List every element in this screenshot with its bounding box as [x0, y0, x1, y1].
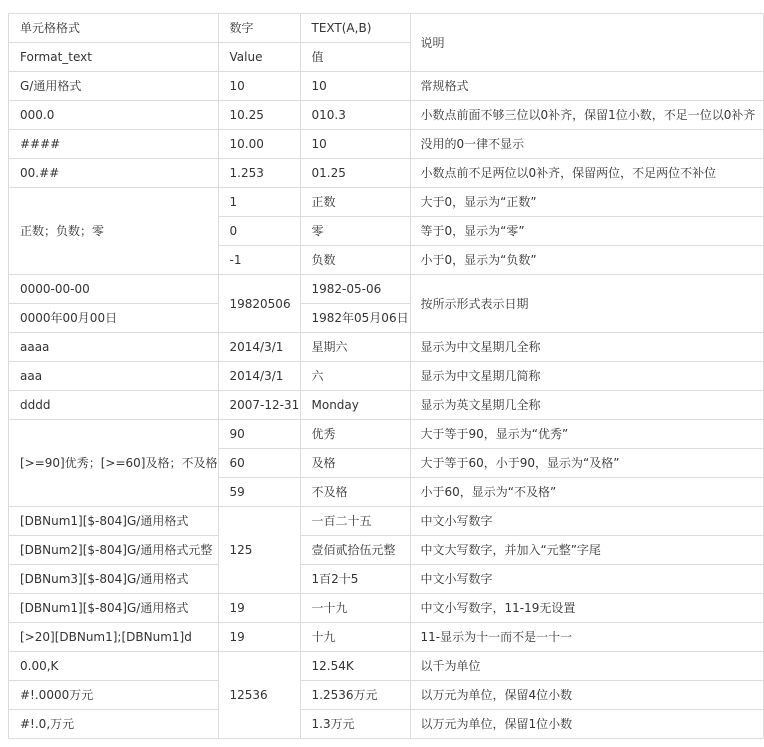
cell-format: #!.0000万元 — [9, 681, 219, 710]
cell-note: 以千为单位 — [410, 652, 763, 681]
cell-result: 10 — [300, 130, 410, 159]
table-row — [9, 362, 764, 391]
cell-result: 1百2十5 — [300, 565, 410, 594]
table-row — [9, 652, 764, 681]
cell-result: 六 — [300, 362, 410, 391]
cell-note: 大于等于60，小于90，显示为“及格” — [410, 449, 763, 478]
cell-value: 0 — [218, 217, 300, 246]
cell-format: 0000年00月00日 — [9, 304, 219, 333]
cell-value: 2014/3/1 — [218, 362, 300, 391]
cell-format: 000.0 — [9, 101, 219, 130]
table-row — [9, 623, 764, 652]
cell-format: dddd — [9, 391, 219, 420]
cell-value: 19 — [218, 594, 300, 623]
cell-note: 小数点前面不够三位以0补齐，保留1位小数，不足一位以0补齐 — [410, 101, 763, 130]
cell-value: 12536 — [218, 652, 300, 739]
table-row — [9, 72, 764, 101]
cell-result: 不及格 — [300, 478, 410, 507]
table-row — [9, 159, 764, 188]
cell-value: 125 — [218, 507, 300, 594]
cell-format: [DBNum1][$-804]G/通用格式 — [9, 507, 219, 536]
cell-format: [DBNum3][$-804]G/通用格式 — [9, 565, 219, 594]
table-row — [9, 391, 764, 420]
cell-note: 小于0，显示为“负数” — [410, 246, 763, 275]
cell-result: 及格 — [300, 449, 410, 478]
cell-note: 中文大写数字，并加入“元整”字尾 — [410, 536, 763, 565]
cell-result: 010.3 — [300, 101, 410, 130]
cell-format: 00.## — [9, 159, 219, 188]
header-cell-text: TEXT(A,B) — [300, 14, 410, 43]
table-header-row — [9, 14, 764, 43]
format-table — [8, 13, 764, 739]
cell-result: 一百二十五 — [300, 507, 410, 536]
cell-result: 12.54K — [300, 652, 410, 681]
cell-format: [DBNum2][$-804]G/通用格式元整 — [9, 536, 219, 565]
cell-value: 2014/3/1 — [218, 333, 300, 362]
table-row — [9, 536, 764, 565]
cell-value: -1 — [218, 246, 300, 275]
table-row — [9, 507, 764, 536]
cell-value: 19 — [218, 623, 300, 652]
cell-result: 01.25 — [300, 159, 410, 188]
cell-value: 19820506 — [218, 275, 300, 333]
cell-value: 2007-12-31 — [218, 391, 300, 420]
cell-note: 11-显示为十一而不是一十一 — [410, 623, 763, 652]
cell-result: 1.3万元 — [300, 710, 410, 739]
cell-note: 以万元为单位，保留4位小数 — [410, 681, 763, 710]
cell-result: 零 — [300, 217, 410, 246]
cell-format: [>=90]优秀；[>=60]及格；不及格 — [9, 420, 219, 507]
header-cell-format: Format_text — [9, 43, 219, 72]
cell-value: 10 — [218, 72, 300, 101]
header-cell-text: 值 — [300, 43, 410, 72]
cell-format: aaaa — [9, 333, 219, 362]
cell-value: 1 — [218, 188, 300, 217]
table-row — [9, 420, 764, 449]
cell-value: 10.25 — [218, 101, 300, 130]
cell-format: aaa — [9, 362, 219, 391]
cell-result: Monday — [300, 391, 410, 420]
header-cell-note: 说明 — [410, 14, 763, 72]
format-table-container — [8, 13, 764, 739]
cell-note: 常规格式 — [410, 72, 763, 101]
cell-format: #### — [9, 130, 219, 159]
cell-result: 星期六 — [300, 333, 410, 362]
cell-format: 0000-00-00 — [9, 275, 219, 304]
cell-note: 大于0，显示为“正数” — [410, 188, 763, 217]
cell-note: 显示为英文星期几全称 — [410, 391, 763, 420]
table-row — [9, 101, 764, 130]
cell-note: 中文小写数字 — [410, 565, 763, 594]
cell-result: 负数 — [300, 246, 410, 275]
cell-result: 一十九 — [300, 594, 410, 623]
cell-result: 十九 — [300, 623, 410, 652]
cell-note: 显示为中文星期几全称 — [410, 333, 763, 362]
cell-note: 显示为中文星期几简称 — [410, 362, 763, 391]
cell-result: 壹佰贰拾伍元整 — [300, 536, 410, 565]
cell-note: 中文小写数字，11-19无设置 — [410, 594, 763, 623]
cell-format: 正数；负数；零 — [9, 188, 219, 275]
table-row — [9, 710, 764, 739]
table-row — [9, 565, 764, 594]
header-cell-format: 单元格格式 — [9, 14, 219, 43]
table-row — [9, 594, 764, 623]
cell-note: 按所示形式表示日期 — [410, 275, 763, 333]
cell-format: [DBNum1][$-804]G/通用格式 — [9, 594, 219, 623]
cell-note: 小于60，显示为“不及格” — [410, 478, 763, 507]
cell-note: 以万元为单位，保留1位小数 — [410, 710, 763, 739]
cell-value: 10.00 — [218, 130, 300, 159]
cell-note: 中文小写数字 — [410, 507, 763, 536]
header-cell-value: 数字 — [218, 14, 300, 43]
cell-note: 没用的0一律不显示 — [410, 130, 763, 159]
cell-value: 59 — [218, 478, 300, 507]
table-row — [9, 275, 764, 304]
cell-note: 大于等于90，显示为“优秀” — [410, 420, 763, 449]
cell-result: 正数 — [300, 188, 410, 217]
table-row — [9, 188, 764, 217]
cell-value: 90 — [218, 420, 300, 449]
cell-format: G/通用格式 — [9, 72, 219, 101]
table-row — [9, 333, 764, 362]
cell-result: 优秀 — [300, 420, 410, 449]
cell-result: 1982年05月06日 — [300, 304, 410, 333]
cell-result: 1.2536万元 — [300, 681, 410, 710]
cell-result: 10 — [300, 72, 410, 101]
cell-value: 60 — [218, 449, 300, 478]
cell-note: 等于0，显示为“零” — [410, 217, 763, 246]
cell-note: 小数点前不足两位以0补齐，保留两位，不足两位不补位 — [410, 159, 763, 188]
cell-format: #!.0,万元 — [9, 710, 219, 739]
cell-result: 1982-05-06 — [300, 275, 410, 304]
cell-format: 0.00,K — [9, 652, 219, 681]
cell-format: [>20][DBNum1];[DBNum1]d — [9, 623, 219, 652]
table-row — [9, 130, 764, 159]
table-row — [9, 681, 764, 710]
cell-value: 1.253 — [218, 159, 300, 188]
header-cell-value: Value — [218, 43, 300, 72]
